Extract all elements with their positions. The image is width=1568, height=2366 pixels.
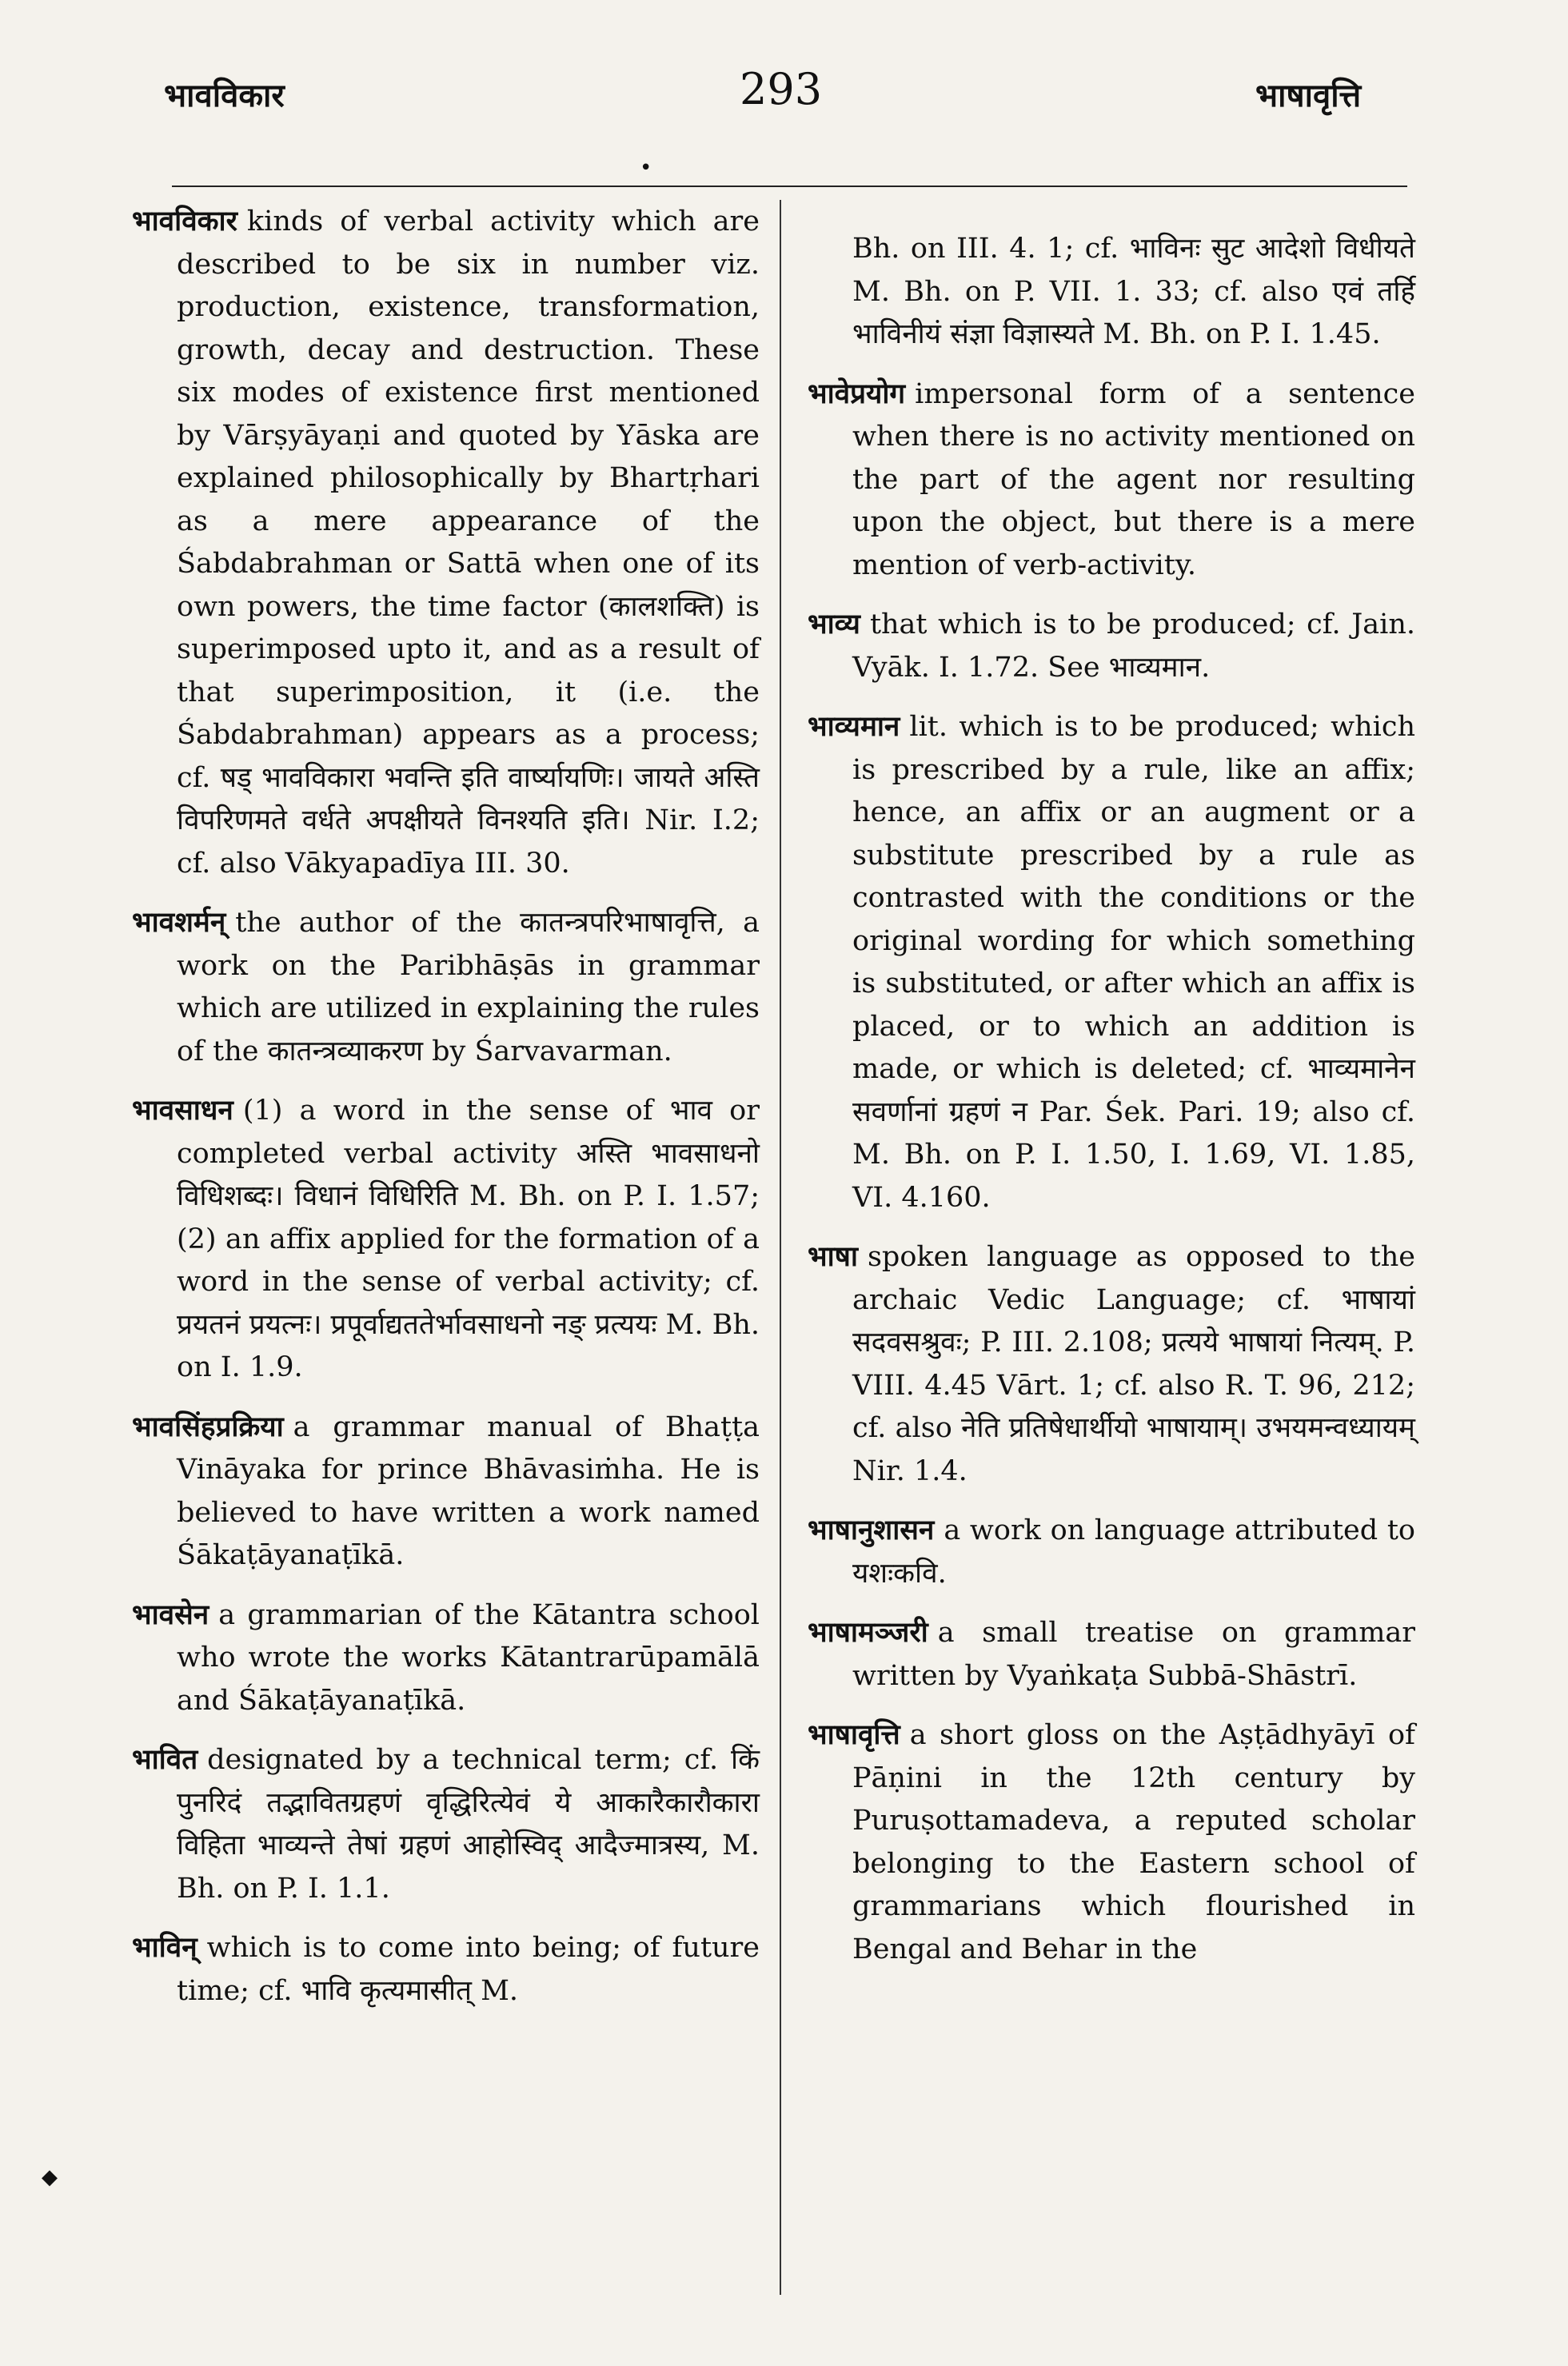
header-left-word: भावविकार (164, 77, 285, 114)
entry-definition: the author of the कातन्त्रपरिभाषावृत्ति, a work on the Paribhāṣās in grammar which are utilized in explaining the rules of the कातन्त्रव्याकरण by Śarvavarman. (177, 907, 760, 1067)
entry-headword: भाषा (808, 1240, 858, 1273)
column-divider (780, 200, 781, 2295)
entry-headword: भाषानुशासन (808, 1514, 935, 1546)
entry-definition: a grammar manual of Bhaṭṭa Vināyaka for prince Bhāvasiṁha. He is believed to have written a work named Śākaṭāyanaṭīkā. (177, 1410, 760, 1571)
entry-headword: भावसेन (132, 1598, 209, 1631)
entry-definition: impersonal form of a sentence when there is no activity mentioned on the part of the agent nor resulting upon the object, but there is a mere mention of verb-activity. (852, 377, 1415, 581)
entry-definition: spoken language as opposed to the archaic Vedic Language; cf. भाषायां सदवसश्रुवः; P. III. 2.108; प्रत्यये भाषायां नित्यम्. P. VIII. 4.45 Vārt. 1; cf. also R. T. 96, 212; cf. also नेति प्रतिषेधार्थीयो भाषायाम्। उभयमन्वध्यायम् Nir. 1.4. (852, 1241, 1415, 1487)
entry-headword: भावेप्रयोग (808, 377, 906, 410)
right-column (808, 200, 1415, 1987)
dictionary-entry (132, 1738, 760, 1910)
page-header (0, 64, 1568, 144)
margin-mark: ◆ (42, 2165, 58, 2189)
entry-headword: भावित (132, 1743, 198, 1776)
entry-headword: भाव्य (808, 608, 860, 640)
entry-headword: भावसाधन (132, 1094, 233, 1127)
entry-headword: भाविन् (132, 1931, 197, 1964)
entry-definition: a grammarian of the Kātantra school who wrote the works Kātantrarūpamālā and Śākaṭāyanaṭīkā. (177, 1598, 760, 1717)
entry-definition: designated by a technical term; cf. किं पुनरिदं तद्भावितग्रहणं वृद्धिरित्येवं ये आकारैकारौकारा विहिता भाव्यन्ते तेषां ग्रहणं आहोस्विद् आदैज्मात्रस्य, M. Bh. on P. I. 1.1. (177, 1744, 760, 1905)
entry-definition: a short gloss on the Aṣṭādhyāyī of Pāṇini in the 12th century by Puruṣottamadeva, a reputed scholar belonging to the Eastern school of grammarians which flourished in Bengal and Behar in the (852, 1719, 1415, 1965)
dictionary-entry (132, 1594, 760, 1723)
left-column (132, 200, 760, 2029)
header-rule (172, 186, 1407, 187)
entry-definition: kinds of verbal activity which are described to be six in number viz. production, existence, transformation, growth, decay and destruction. These six modes of existence first mentioned by Vārṣyāyaṇi and quoted by Yāska are explained philosophically by Bhartṛhari as a mere appearance of the Śabdabrahman or Sattā when one of its own powers, the time factor (कालशक्ति) is superimposed upto it, and as a result of that superimposition, it (i.e. the Śabdabrahman) appears as a process; cf. षड् भावविकारा भवन्ति इति वार्ष्यायणिः। जायते अस्ति विपरिणमते वर्धते अपक्षीयते विनश्यति इति। Nir. I.2; cf. also Vākyapadīya III. 30. (177, 205, 760, 880)
dictionary-entry (132, 901, 760, 1073)
entry-definition: (1) a word in the sense of भाव or completed verbal activity अस्ति भावसाधनो विधिशब्दः। विधानं विधिरिति M. Bh. on P. I. 1.57; (2) an affix applied for the formation of a word in the sense of verbal activity; cf. प्रयतनं प्रयत्नः। प्रपूर्वाद्यततेर्भावसाधनो नङ् प्रत्ययः M. Bh. on I. 1.9. (177, 1095, 760, 1383)
entry-headword: भाषामञ्जरी (808, 1616, 928, 1649)
dictionary-entry (132, 1926, 760, 2013)
center-dot: • (640, 156, 652, 180)
dictionary-entry (808, 1611, 1415, 1698)
dictionary-entry (132, 200, 760, 885)
dictionary-entry (808, 373, 1415, 588)
entry-headword: भावविकार (132, 205, 237, 237)
dictionary-entry (808, 1235, 1415, 1493)
dictionary-entry (808, 1509, 1415, 1595)
entry-definition: a small treatise on grammar written by Vyaṅkaṭa Subbā-Shāstrī. (852, 1617, 1415, 1692)
dictionary-entry (808, 1714, 1415, 1971)
entry-continuation: Bh. on III. 4. 1; cf. भाविनः सुट आदेशो विधीयते M. Bh. on P. VII. 1. 33; cf. also एवं तर्हि भाविनीयं संज्ञा विज्ञास्यते M. Bh. on P. I. 1.45. (852, 233, 1415, 350)
entry-headword: भाषावृत्ति (808, 1718, 900, 1751)
entry-definition: that which is to be produced; cf. Jain. Vyāk. I. 1.72. See भाव्यमान. (852, 608, 1415, 684)
dictionary-entry (808, 705, 1415, 1219)
entry-headword: भावशर्मन् (132, 906, 226, 939)
dictionary-entry (132, 1406, 760, 1578)
entry-definition: which is to come into being; of future time; cf. भावि कृत्यमासीत् M. (177, 1932, 760, 2007)
header-right-word: भाषावृत्ति (1255, 77, 1362, 114)
dictionary-entry (808, 603, 1415, 689)
page-number: 293 (740, 64, 823, 114)
dictionary-entry (132, 1089, 760, 1390)
entry-headword: भाव्यमान (808, 710, 900, 743)
entry-definition: a work on language attributed to यशःकवि. (852, 1514, 1415, 1590)
entry-definition: lit. which is to be produced; which is prescribed by a rule, like an affix; hence, an affix or an augment or a substitute prescribed by a rule as contrasted with the conditions or the original wording for which something is substituted, or after which an affix is placed, or to which an addition is made, or which is deleted; cf. भाव्यमानेन सवर्णानां ग्रहणं न Par. Śek. Pari. 19; also cf. M. Bh. on P. I. 1.50, I. 1.69, VI. 1.85, VI. 4.160. (852, 711, 1415, 1214)
entry-headword: भावसिंहप्रक्रिया (132, 1410, 284, 1443)
